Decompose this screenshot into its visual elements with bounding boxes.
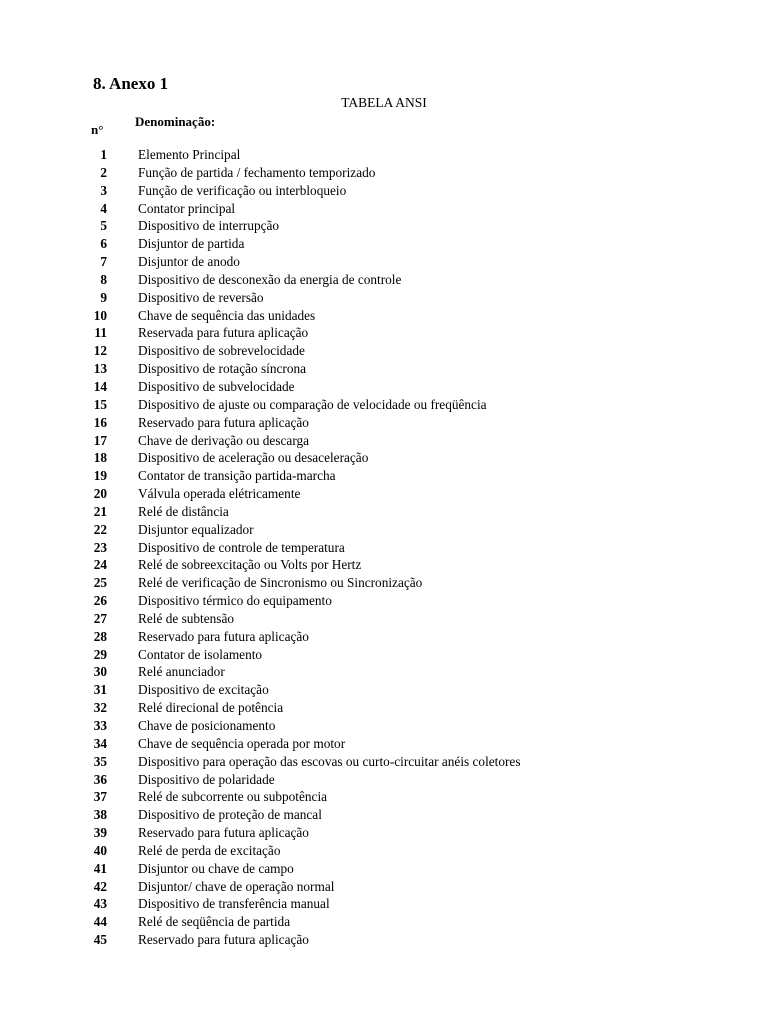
row-name: Chave de posicionamento bbox=[138, 718, 276, 733]
row-number: 14 bbox=[93, 378, 107, 394]
row-name: Dispositivo de transferência manual bbox=[138, 896, 330, 912]
row-number: 40 bbox=[93, 842, 107, 858]
row-name: Função de verificação ou interbloqueio bbox=[138, 182, 347, 198]
row-number: 1 bbox=[100, 147, 107, 162]
table-row bbox=[0, 878, 768, 896]
row-name: Relé de verificação de Sincronismo ou Sincronização bbox=[138, 575, 423, 591]
row-number: 27 bbox=[93, 610, 107, 626]
table-row bbox=[0, 735, 768, 753]
row-name: Relé de perda de excitação bbox=[138, 842, 281, 858]
row-number: 22 bbox=[93, 521, 107, 537]
row-number: 20 bbox=[93, 486, 107, 502]
row-name: Dispositivo de controle de temperatura bbox=[138, 539, 345, 555]
row-name: Relé de subcorrente ou subpotência bbox=[138, 789, 328, 805]
table-row bbox=[0, 592, 768, 610]
table-row bbox=[0, 539, 768, 557]
table-row bbox=[0, 521, 768, 539]
row-number: 28 bbox=[93, 628, 107, 644]
row-number: 13 bbox=[93, 361, 107, 377]
row-number: 32 bbox=[93, 700, 107, 716]
row-name: Elemento Principal bbox=[138, 147, 241, 162]
table-row bbox=[0, 289, 768, 307]
table-row bbox=[0, 646, 768, 664]
table-row bbox=[0, 164, 768, 182]
table-row bbox=[0, 342, 768, 360]
row-name: Reservado para futura aplicação bbox=[138, 932, 309, 948]
row-name: Dispositivo de subvelocidade bbox=[138, 378, 295, 394]
table-row bbox=[0, 378, 768, 396]
row-name: Disjuntor equalizador bbox=[138, 521, 254, 537]
row-number: 17 bbox=[93, 432, 107, 448]
table-row bbox=[0, 235, 768, 253]
row-number: 18 bbox=[93, 450, 107, 466]
table-row bbox=[0, 556, 768, 574]
table-row bbox=[0, 467, 768, 485]
table-row bbox=[0, 788, 768, 806]
row-number: 21 bbox=[93, 503, 107, 519]
table-row bbox=[0, 842, 768, 860]
table-row bbox=[0, 182, 768, 200]
table-row bbox=[0, 485, 768, 503]
table-row bbox=[0, 324, 768, 342]
row-number: 19 bbox=[93, 468, 107, 484]
row-number: 16 bbox=[93, 414, 107, 430]
row-number: 5 bbox=[100, 218, 107, 234]
row-number: 10 bbox=[93, 307, 107, 323]
row-number: 23 bbox=[93, 539, 107, 555]
row-name: Relé direcional de potência bbox=[138, 700, 284, 716]
table-row bbox=[0, 217, 768, 235]
row-number: 8 bbox=[100, 271, 107, 287]
row-name: Dispositivo de aceleração ou desaceleração bbox=[138, 450, 369, 466]
row-number: 43 bbox=[93, 896, 107, 912]
row-name: Relé de subtensão bbox=[138, 610, 235, 626]
row-number: 25 bbox=[93, 575, 107, 591]
row-number: 31 bbox=[93, 682, 107, 698]
row-name: Dispositivo de excitação bbox=[138, 682, 269, 698]
row-name: Reservado para futura aplicação bbox=[138, 628, 309, 644]
row-number: 44 bbox=[93, 914, 107, 930]
row-name: Dispositivo de rotação síncrona bbox=[138, 361, 307, 377]
row-number: 39 bbox=[93, 825, 107, 841]
name-column-header: Denominação: bbox=[135, 114, 216, 129]
table-row bbox=[0, 253, 768, 271]
row-number: 15 bbox=[93, 396, 107, 412]
table-title bbox=[0, 94, 768, 112]
row-name: Função de partida / fechamento temporizado bbox=[138, 164, 376, 180]
table-row bbox=[0, 503, 768, 521]
row-number: 29 bbox=[93, 646, 107, 662]
table-row bbox=[0, 396, 768, 414]
row-name: Relé de seqüência de partida bbox=[138, 914, 291, 930]
table-row bbox=[0, 895, 768, 913]
row-number: 33 bbox=[93, 718, 107, 733]
table-row bbox=[0, 271, 768, 289]
table-row bbox=[0, 717, 768, 735]
table-row bbox=[0, 449, 768, 467]
row-name: Dispositivo para operação das escovas ou curto-circuitar anéis coletores bbox=[138, 753, 521, 769]
row-number: 4 bbox=[100, 200, 107, 216]
row-name: Dispositivo de sobrevelocidade bbox=[138, 343, 305, 359]
table-row bbox=[0, 860, 768, 878]
row-number: 9 bbox=[100, 289, 107, 305]
table-row bbox=[0, 663, 768, 681]
row-number: 6 bbox=[100, 236, 107, 252]
row-name: Disjuntor/ chave de operação normal bbox=[138, 878, 335, 894]
table-row bbox=[0, 806, 768, 824]
row-name: Dispositivo de interrupção bbox=[138, 218, 280, 234]
table-title-text: TABELA ANSI bbox=[341, 95, 427, 110]
table-row bbox=[0, 414, 768, 432]
row-name: Reservado para futura aplicação bbox=[138, 414, 309, 430]
row-number: 2 bbox=[100, 164, 107, 180]
row-name: Reservada para futura aplicação bbox=[138, 325, 309, 341]
row-name: Dispositivo de polaridade bbox=[138, 771, 275, 787]
row-name: Relé de sobreexcitação ou Volts por Hertz bbox=[138, 557, 362, 573]
row-name: Chave de derivação ou descarga bbox=[138, 432, 310, 448]
row-name: Relé anunciador bbox=[138, 664, 225, 680]
table-row bbox=[0, 771, 768, 789]
row-name: Dispositivo de reversão bbox=[138, 289, 264, 305]
row-number: 42 bbox=[93, 878, 107, 894]
row-name: Chave de sequência das unidades bbox=[138, 307, 316, 323]
row-name: Dispositivo de desconexão da energia de controle bbox=[138, 271, 402, 287]
table-row bbox=[0, 931, 768, 949]
ansi-table bbox=[0, 146, 768, 949]
row-number: 24 bbox=[93, 557, 107, 573]
table-row bbox=[0, 824, 768, 842]
table-row bbox=[0, 574, 768, 592]
table-row bbox=[0, 681, 768, 699]
row-name: Disjuntor de partida bbox=[138, 236, 245, 252]
row-number: 7 bbox=[100, 254, 107, 270]
table-row bbox=[0, 146, 768, 164]
row-name: Válvula operada elétricamente bbox=[138, 486, 301, 502]
row-number: 38 bbox=[93, 807, 107, 823]
table-row bbox=[0, 628, 768, 646]
row-name: Dispositivo de ajuste ou comparação de velocidade ou freqüência bbox=[138, 396, 487, 412]
row-name: Disjuntor de anodo bbox=[138, 254, 240, 270]
row-number: 26 bbox=[93, 593, 107, 609]
row-name: Dispositivo térmico do equipamento bbox=[138, 593, 332, 609]
row-number: 36 bbox=[93, 771, 107, 787]
row-number: 3 bbox=[100, 182, 107, 198]
row-name: Chave de sequência operada por motor bbox=[138, 735, 346, 751]
table-row bbox=[0, 699, 768, 717]
number-column-header: n° bbox=[91, 122, 104, 137]
row-number: 45 bbox=[93, 932, 107, 948]
table-row bbox=[0, 360, 768, 378]
row-number: 41 bbox=[93, 860, 107, 876]
row-name: Contator de transição partida-marcha bbox=[138, 468, 336, 484]
table-row bbox=[0, 610, 768, 628]
row-name: Disjuntor ou chave de campo bbox=[138, 860, 294, 876]
row-number: 12 bbox=[93, 343, 107, 359]
row-name: Contator de isolamento bbox=[138, 646, 263, 662]
table-row bbox=[0, 753, 768, 771]
row-name: Contator principal bbox=[138, 200, 236, 216]
row-name: Dispositivo de proteção de mancal bbox=[138, 807, 322, 823]
section-heading: 8. Anexo 1 bbox=[93, 74, 169, 93]
row-name: Reservado para futura aplicação bbox=[138, 825, 309, 841]
row-number: 37 bbox=[93, 789, 107, 805]
row-number: 34 bbox=[93, 735, 107, 751]
table-row bbox=[0, 307, 768, 325]
row-number: 11 bbox=[94, 325, 107, 341]
table-row bbox=[0, 200, 768, 218]
row-name: Relé de distância bbox=[138, 503, 229, 519]
table-row bbox=[0, 432, 768, 450]
row-number: 30 bbox=[93, 664, 107, 680]
table-row bbox=[0, 913, 768, 931]
row-number: 35 bbox=[93, 753, 107, 769]
